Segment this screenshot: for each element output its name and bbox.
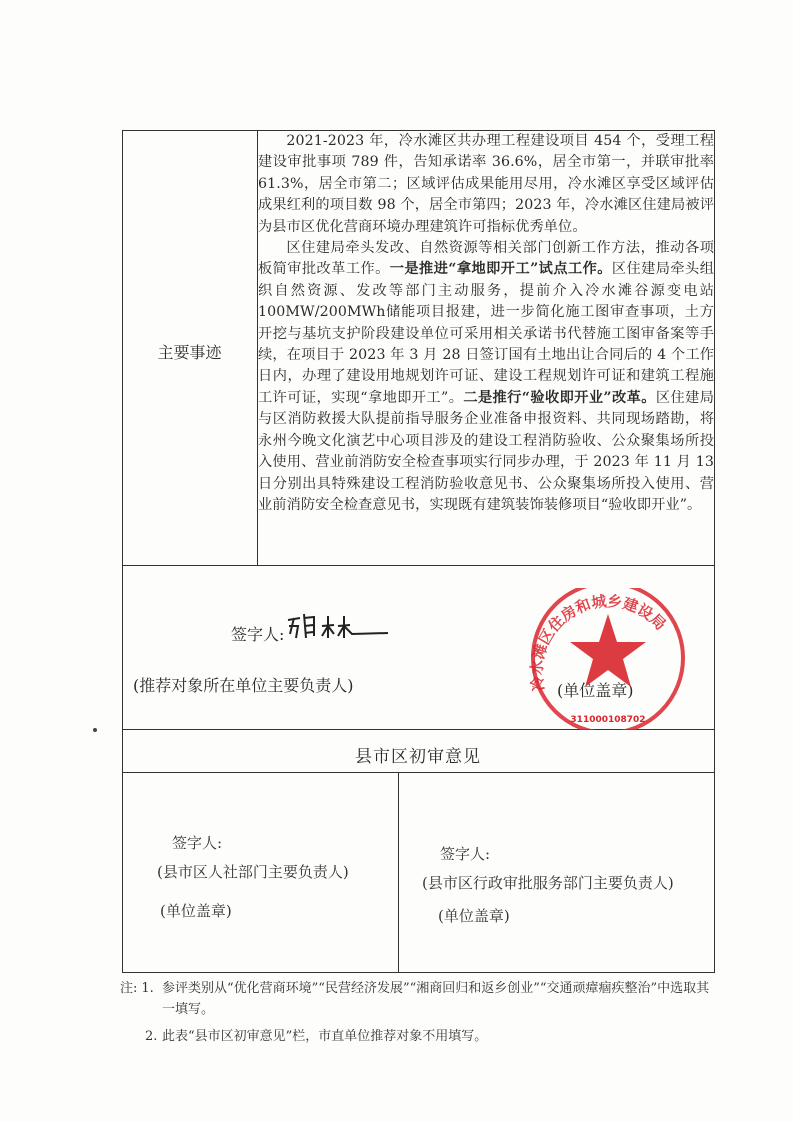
note-1-text: 参评类别从“优化营商环境”“民营经济发展”“湘商回归和返乡创业”“交通顽瘴痼疾整治”中选取其一填写。 [162, 981, 710, 1017]
seal-number: 311000108702 [570, 715, 646, 725]
note-prefix: 注: 1. [120, 981, 154, 996]
seal-org-text: 冷水滩区住房和城乡建设局 [527, 592, 670, 693]
note-2-text: 此表“县市区初审意见”栏，市直单位推荐对象不用填写。 [162, 1029, 488, 1044]
paragraph-2-highlight-2: 二是推行“验收即开业”改革。 [463, 389, 656, 406]
review-column-divider [398, 772, 399, 973]
footnotes [120, 978, 720, 1047]
paragraph-2-part-a: 区住建局牵头发改、自然资源等相关部门创新工作方法，推动各项板简审批改革工作。 [258, 240, 714, 278]
table-left-border [122, 130, 123, 973]
unit-seal-label: (单位盖章) [557, 681, 634, 700]
note-1 [120, 978, 720, 1020]
right-signer-role: (县市区行政审批服务部门主要负责人) [422, 874, 674, 892]
paragraph-2-part-c: 区住建局与区消防救援大队提前指导服务企业准备申报资料、共同现场踏勘，将永州今晚文化演艺中心项目涉及的建设工程消防验收、公众聚集场所投入使用、营业前消防安全检查事项实行同步办理，于 2023 年 11 月 13 日分别出具特殊建设工程消防验收意见书、公众聚集场所投入使用、营业前消防安全检查意见书，实现既有建筑装饰装修项目“验收即开业”。 [258, 389, 714, 513]
review-title: 县市区初审意见 [355, 747, 481, 767]
official-seal [508, 588, 706, 730]
deeds-text [258, 131, 714, 516]
signer-role: (推荐对象所在单位主要负责人) [133, 676, 354, 695]
note-2 [120, 1026, 720, 1047]
left-sign-label: 签字人: [172, 834, 223, 852]
note-2-number: 2. [145, 1029, 158, 1044]
left-signer-role: (县市区人社部门主要负责人) [157, 863, 349, 881]
paragraph-2-part-b: 区住建局牵头组织自然资源、发改等部门主动服务，提前介入冷水滩谷源变电站100MW/200MWh储能项目报建，进一步简化施工图审查事项，土方开挖与基坑支护阶段建设单位可采用相关承诺书代替施工图审备案等手续，在项目于 2023 年 3 月 28 日签订国有土地出让合同后的 4 个工作日内，办理了建设用地规划许可证、建设工程规划许可证和建筑工程施工许可证，实现“拿地即开工”。 [258, 261, 714, 406]
table-right-border [714, 130, 715, 973]
row-divider-1 [122, 565, 715, 566]
handwritten-signature [284, 608, 394, 644]
paragraph-2-highlight-1: 一是推进“拿地即开工”试点工作。 [389, 261, 612, 278]
section-label: 主要事迹 [157, 343, 222, 362]
signer-label: 签字人: [231, 625, 285, 644]
right-sign-label: 签字人: [440, 845, 491, 863]
deeds-paragraph-1: 2021-2023 年，冷水滩区共办理工程建设项目 454 个，受理工程建设审批事项 789 件，告知承诺率 36.6%，居全市第一，并联审批率 61.3%，居全市第二；区域评估成果能用尽用，冷水滩区享受区域评估成果红利的项目数 98 个，居全市第四；2023 年，冷水滩区住建局被评为县市区优化营商环境办理建筑许可指标优秀单位。 [258, 133, 714, 235]
margin-dot [93, 728, 97, 732]
table-bottom-border [122, 972, 715, 973]
left-seal-label: (单位盖章) [160, 902, 232, 920]
seal-star-icon [570, 614, 646, 687]
right-seal-label: (单位盖章) [438, 907, 510, 925]
deeds-paragraph-2 [258, 238, 714, 516]
row-divider-3 [122, 772, 715, 773]
